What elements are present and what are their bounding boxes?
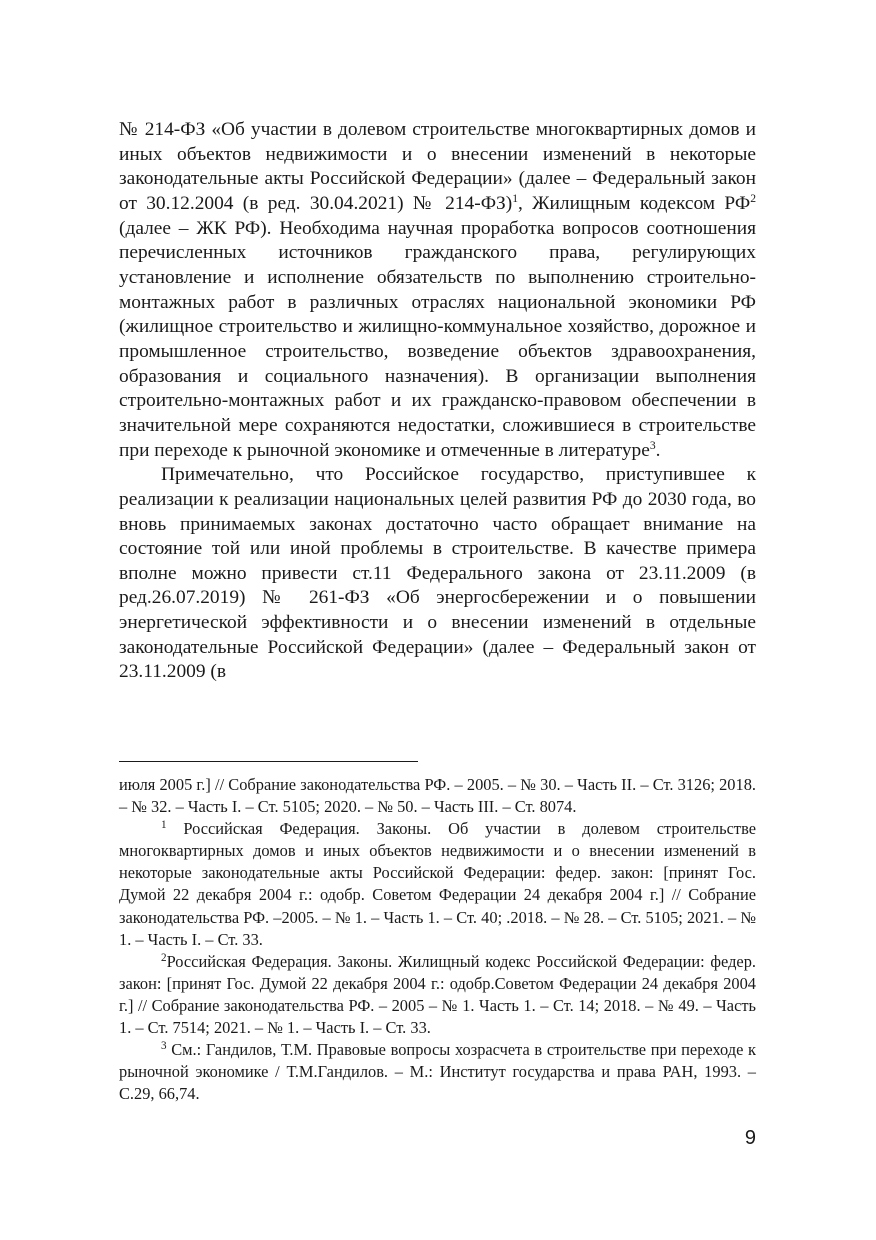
footnote-ref-3: 3 [649,438,656,452]
paragraph-1-text-d: . [655,439,661,461]
footnote-2 [119,951,756,1039]
paragraph-1-text-c: (далее – ЖК РФ). Необходима научная проработка вопросов соотношения перечисленных источников гражданского права, регулирующих установление и исполнение обязательств по выполнению строительно-монтажных работ в различных отраслях национальной экономики РФ (жилищное строительство и жилищно-коммунальное хозяйство, дорожное и промышленное строительство, возведение объектов здравоохранения, образования и социального назначения). В организации выполнения строительно-монтажных работ и их гражданско-правовом обеспечении в значительной мере сохраняются недостатки, сложившиеся в строительстве при переходе к рыночной экономике и отмеченные в литературе [119,217,756,461]
footnote-3-text: См.: Гандилов, Т.М. Правовые вопросы хозрасчета в строительстве при переходе к рыночной экономике / Т.М.Гандилов. – М.: Институт государства и права РАН, 1993. – С.29, 66,74. [119,1040,756,1104]
main-text [119,118,756,685]
footnote-3 [119,1039,756,1105]
paragraph-2: Примечательно, что Российское государство, приступившее к реализации к реализации национальных целей развития РФ до 2030 года, во вновь принимаемых законах достаточно часто обращает внимание на состояние той или иной проблемы в строительстве. В качестве примера вполне можно привести ст.11 Федерального закона от 23.11.2009 (в ред.26.07.2019) № 261-ФЗ «Об энергосбережении и о повышении энергетической эффективности и о внесении изменений в отдельные законодательные Российской Федерации» (далее – Федеральный закон от 23.11.2009 (в [119,464,756,683]
footnote-1-text: Российская Федерация. Законы. Об участии в долевом строительстве многоквартирных домов и иных объектов недвижимости и о внесении изменений в некоторые законодательные акты Российской Федерации: федер. закон: [принят Гос. Думой 22 декабря 2004 г.: одобр. Советом Федерации 24 декабря 2004 г.] // Собрание законодательства РФ. –2005. – № 1. – Часть 1. – Ст. 40; .2018. – № 28. – Ст. 5105; 2021. – № 1. – Часть I. – Ст. 33. [119,819,756,949]
footnote-ref-2: 2 [750,191,756,205]
paragraph-1 [119,118,756,463]
footnote-2-text: Российская Федерация. Законы. Жилищный кодекс Российской Федерации: федер. закон: [принят Гос. Думой 22 декабря 2004 г.: одобр.Советом Федерации 24 декабря 2004 г.] // Собрание законодательства РФ. – 2005 – № 1. Часть 1. – Ст. 14; 2018. – № 49. – Часть 1. – Ст. 7514; 2021. – № 1. – Часть I. – Ст. 33. [119,951,756,1038]
footnote-1 [119,818,756,951]
footnote-2-mark: 2 [161,951,167,964]
page-number: 9 [744,1127,756,1149]
paragraph-1-text-a: № 214-ФЗ «Об участии в долевом строительстве многоквартирных домов и иных объектов недвижимости и о внесении изменений в некоторые законодательные акты Российской Федерации» (далее – Федеральный закон от 30.12.2004 (в ред. 30.04.2021) № 214-ФЗ) [119,119,756,214]
footnote-separator [119,761,418,762]
footnote-3-mark: 3 [161,1040,167,1052]
footnote-ref-1: 1 [512,191,518,205]
footnotes [119,774,756,1105]
footnote-1-mark: 1 [161,819,167,832]
paragraph-1-text-b: , Жилищным кодексом РФ [518,192,751,214]
footnote-continued: июля 2005 г.] // Собрание законодательства РФ. – 2005. – № 30. – Часть II. – Ст. 3126; 2018. – № 32. – Часть I. – Ст. 5105; 2020. – № 50. – Часть III. – Ст. 8074. [119,775,756,817]
